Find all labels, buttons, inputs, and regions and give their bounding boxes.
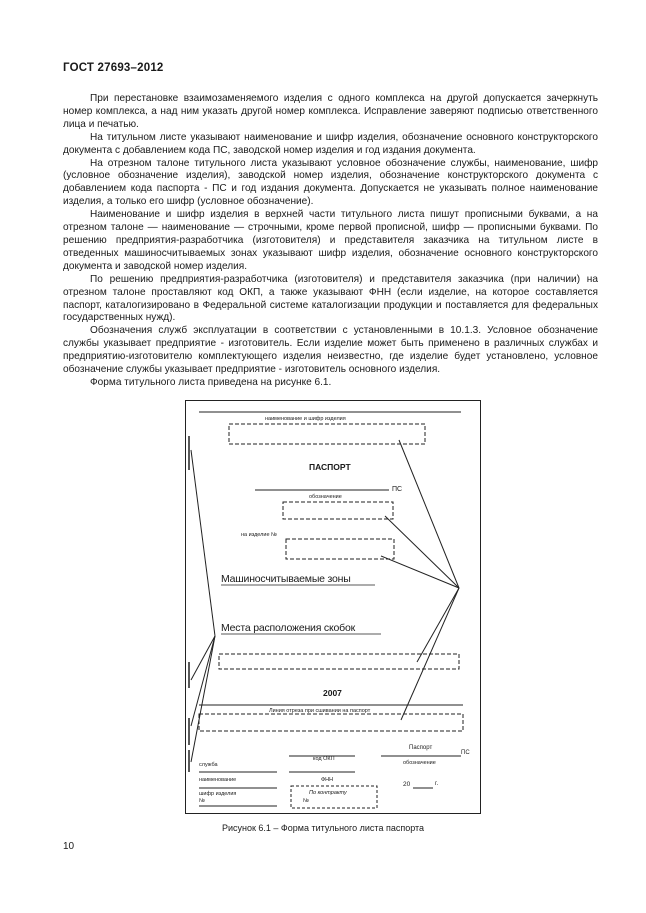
zone-box xyxy=(219,654,459,669)
fig-stub-product-code: шифр изделия xyxy=(199,791,237,797)
fig-cut-line-label: Линия отреза при сшивании на паспорт xyxy=(269,708,371,714)
fig-stub-year-prefix: 20 xyxy=(403,781,411,788)
page-number: 10 xyxy=(63,841,75,852)
paragraph: На отрезном талоне титульного листа указывают условное обозначение службы, наименование, шифр (условное обозначение изделия), заводской номер изделия, обозначение конструкторского документа с добавлением кода паспорта - ПС и год издания документа. Допускается не указывать полное наименование изделия, а только его шифр (условное обозначение). xyxy=(63,157,598,208)
fig-year: 2007 xyxy=(323,688,342,698)
cut-line-box xyxy=(199,714,463,731)
fig-stub-okp: код ОКП xyxy=(313,756,335,762)
paragraph: На титульном листе указывают наименование и шифр изделия, обозначение основного конструкторского документа с добавлением кода ПС, заводской номер изделия и год издания документа. xyxy=(63,131,598,156)
fig-ps-code: ПС xyxy=(392,486,403,493)
name-code-box xyxy=(229,424,425,444)
fig-machine-zones: Машиносчитываемые зоны xyxy=(221,573,351,585)
document-header: ГОСТ 27693–2012 xyxy=(63,62,164,74)
fig-top-label: наименование и шифр изделия xyxy=(265,416,346,422)
fig-product-no-label: на изделие № xyxy=(241,532,277,538)
fig-stub-by-contract: По контракту xyxy=(309,790,347,796)
fig-stub-name: наименование xyxy=(199,777,237,783)
body-text xyxy=(63,93,598,390)
paragraph: Форма титульного листа приведена на рисунке 6.1. xyxy=(90,376,332,388)
fig-stub-fnn: ФНН xyxy=(321,777,334,783)
fig-stub-passport: Паспорт xyxy=(409,745,433,751)
paragraph: Наименование и шифр изделия в верхней части титульного листа пишут прописными буквами, а на отрезном талоне — наименование — строчными, кроме первой прописной, шифр — прописными буквами. По решению предприятия-разработчика (изготовителя) и представителя заказчика на титульном листе в отведенных машиносчитываемых зонах указывают шифр изделия, обозначение основного конструкторского документа и заводской номер изделия. xyxy=(63,209,598,272)
title-page-form-figure xyxy=(185,400,481,814)
fig-staple-places: Места расположения скобок xyxy=(221,622,355,634)
designation-box xyxy=(283,502,393,519)
paragraph: При перестановке взаимозаменяемого изделия с одного комплекса на другой допускается зачеркнуть номер комплекса, а над ним указать другой номер комплекса. Исправление заверяют подписью ответственного лица и печатью. xyxy=(63,93,598,130)
fig-stub-service: служба xyxy=(199,762,218,768)
paragraph: По решению предприятия-разработчика (изготовителя) и представителя заказчика (при наличии) на отрезном талоне проставляют код ОКП, а также указывают ФНН (если изделие, на которое составляется паспорт, каталогизировано в Федеральной системе каталогизации продукции и поставляется для федеральных государственных нужд). xyxy=(63,273,598,324)
fig-designation-label: обозначение xyxy=(309,494,342,500)
figure-caption: Рисунок 6.1 – Форма титульного листа паспорта xyxy=(221,823,425,833)
fig-stub-year-suffix: г. xyxy=(435,781,439,787)
fig-stub-ps: ПС xyxy=(461,750,470,756)
fig-stub-number-sign: № xyxy=(199,798,205,804)
fig-stub-contract-no: № xyxy=(303,798,309,804)
fig-stub-designation: обозначение xyxy=(403,760,436,766)
fig-passport-title: ПАСПОРТ xyxy=(309,462,351,472)
paragraph: Обозначения служб эксплуатации в соответствии с установленными в 10.1.3. Условное обозначение службы указывает предприятие - изготовитель. Если изделие может быть применено в различных службах и предприятию-изготовителю комплектующего изделия неизвестно, где изделие будет установлено, условное обозначение службы указывает предприятие - изготовитель основного изделия. xyxy=(63,325,598,376)
serial-number-box xyxy=(286,539,394,559)
